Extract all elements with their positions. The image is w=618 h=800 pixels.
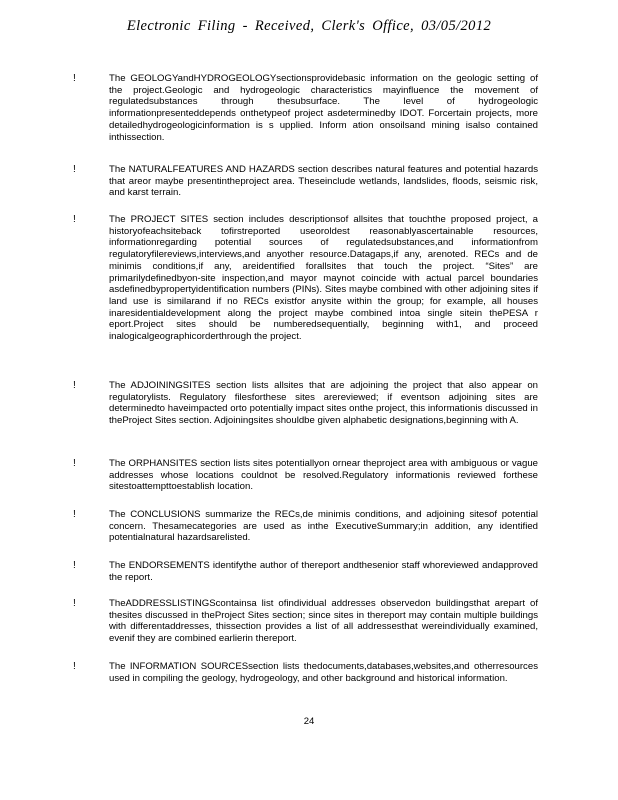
paragraph-orphan-sites: The ORPHANSITES section lists sites potentiallyon ornear theproject area with ambiguous or vague addresses whose locations couldnot be resolved.Regulatory informationis reviewed forthese sitestoattempttoestablish location. xyxy=(109,458,538,493)
paragraph-information-sources: The INFORMATION SOURCESsection lists thedocuments,databases,websites,and otherresources used in compiling the geology, hydrogeology, and other background and historical information. xyxy=(109,661,538,684)
page-number: 24 xyxy=(303,716,315,727)
bullet-marker: ! xyxy=(73,214,76,225)
bullet-marker: ! xyxy=(73,509,76,520)
paragraph-address-listings: TheADDRESSLISTINGScontainsa list ofindividual addresses observedon buildingsthat arepart of thesites discussed in theProject Sites section; since sites in thereport may contain multiple buildings with differentaddresses, thissection provides a list of all addressesthat wereindividually examined, evenif they are combined earlierin thereport. xyxy=(109,598,538,645)
paragraph-conclusions: The CONCLUSIONS summarize the RECs,de minimis conditions, and adjoining sitesof potential concern. Thesamecategories are used as inthe ExecutiveSummary;in addition, any identified potentialnatural hazardsarelisted. xyxy=(109,509,538,544)
bullet-marker: ! xyxy=(73,380,76,391)
paragraph-endorsements: The ENDORSEMENTS identifythe author of thereport andthesenior staff whoreviewed andapproved the report. xyxy=(109,560,538,583)
filing-stamp-header: Electronic Filing - Received, Clerk's Office, 03/05/2012 xyxy=(126,18,492,34)
paragraph-adjoining-sites: The ADJOININGSITES section lists allsites that are adjoining the project that also appear on regulatorylists. Regulatory filesforthese sites arereviewed; if eventson adjoining sites are determinedto haveimpacted orto potentially impact sites onthe project, this informationis discussed in theProject Sites section. Adjoiningsites shouldbe given alphabetic designations,beginning with A. xyxy=(109,380,538,427)
paragraph-project-sites: The PROJECT SITES section includes descriptionsof allsites that touchthe proposed project, a historyofeachsiteback tofirstreported useoroldest reasonablyascertainable resources, informationregarding potential sources of regulatedsubstances,and informationfrom regulatoryfilereviews,interviews,and anyother resource.Datagaps,if any, arenoted. RECs and de minimis conditions,if any, areidentified forallsites that touch the project. “Sites” are primarilydefinedbyon-site inspection,and mayor maynot coincide with actual parcel boundaries asdefinedbypropertyidentification numbers (PINs). Sites maybe combined with other adjoining sites if land use is similarand if no RECs existfor anysite within the group; for example, all houses inaresidentialdevelopment along the project maybe combined intoa single sitein thePESA r eport.Project sites should be numberedsequentially, beginning with1, and proceed inalogicalgeographicorderthrough the project. xyxy=(109,214,538,343)
paragraph-geology: The GEOLOGYandHYDROGEOLOGYsectionsprovidebasic information on the geologic setting of the project.Geologic and hydrogeologic characteristics mayinfluence the movement of regulatedsubstances through thesubsurface. The level of hydrogeologic informationpresenteddepends onthetypeof project asdeterminedby IDOT. Forcertain projects, more detailedhydrogeologicinformation is s upplied. Inform ation onsoilsand mining isalso contained inthissection. xyxy=(109,73,538,143)
bullet-marker: ! xyxy=(73,560,76,571)
bullet-marker: ! xyxy=(73,598,76,609)
bullet-marker: ! xyxy=(73,73,76,84)
bullet-marker: ! xyxy=(73,164,76,175)
bullet-marker: ! xyxy=(73,661,76,672)
bullet-marker: ! xyxy=(73,458,76,469)
paragraph-natural-features: The NATURALFEATURES AND HAZARDS section describes natural features and potential hazards that areor maybe presentintheproject area. Theseinclude wetlands, landslides, floods, seismic risk, and karst terrain. xyxy=(109,164,538,199)
